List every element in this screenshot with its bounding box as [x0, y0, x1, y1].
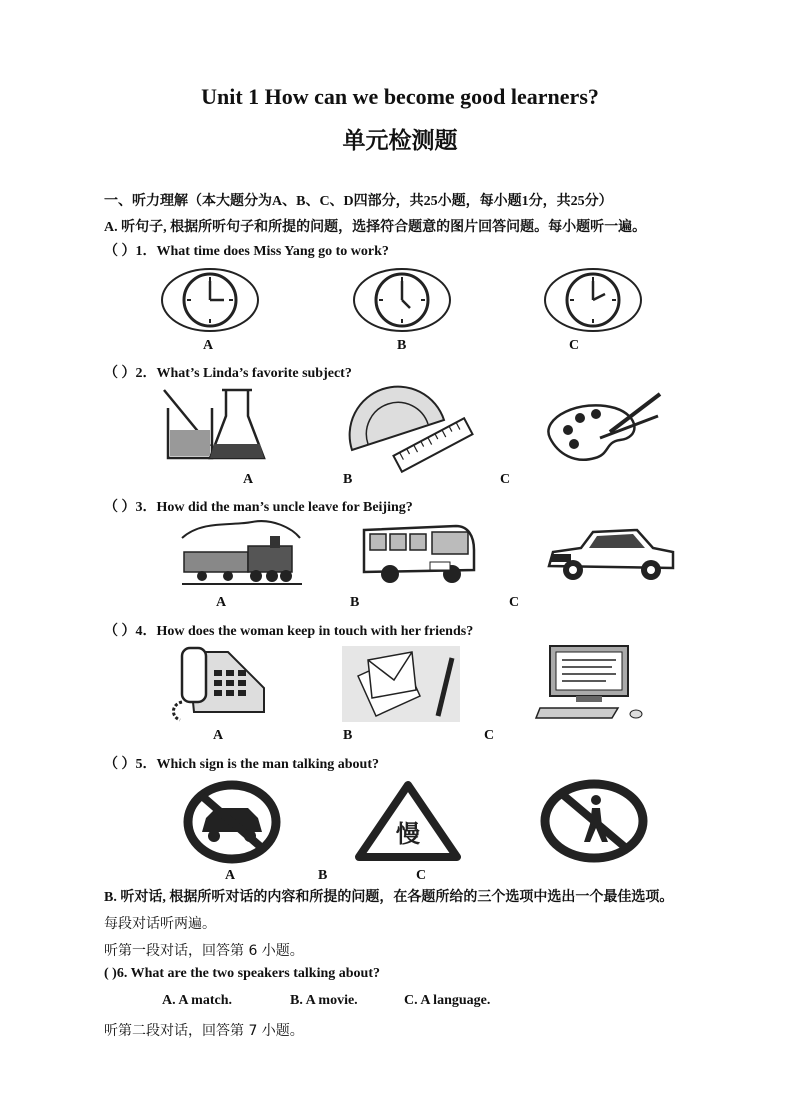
dialog-1-prompt: 听第一段对话，回答第 6 小题。 [104, 943, 304, 959]
part-b-instruction-2: 每段对话听两遍。 [104, 916, 216, 932]
clock-icon [543, 268, 643, 332]
page-subtitle: 单元检测题 [342, 127, 458, 154]
option-label: C [500, 472, 511, 487]
question-6: ( )6. What are the two speakers talking about? [104, 966, 380, 981]
option-label: B [318, 868, 328, 883]
q6-option-b: B. A movie. [290, 993, 358, 1008]
clock-icon [160, 268, 260, 332]
slow-sign-char: 慢 [396, 820, 420, 848]
no-pedestrians-sign-icon [540, 780, 648, 862]
option-label: A [213, 728, 224, 743]
option-label: C [569, 338, 580, 353]
question-2: （ ）2．What’s Linda’s favorite subject? [104, 366, 352, 381]
paint-palette-icon [540, 388, 665, 468]
option-label: B [397, 338, 407, 353]
q6-option-c: C. A language. [404, 993, 491, 1008]
beaker-flask-icon [160, 386, 270, 466]
part-a-instruction: A. 听句子, 根据所听句子和所提的问题，选择符合题意的图片回答问题。每小题听一遍。 [104, 220, 647, 235]
letter-pen-icon [342, 646, 460, 722]
telephone-icon [168, 646, 268, 722]
bus-icon [360, 522, 476, 586]
question-3: （ ）3．How did the man’s uncle leave for Beijing? [104, 500, 413, 515]
computer-icon [536, 644, 648, 722]
question-1: （ ）1．What time does Miss Yang go to work? [104, 244, 389, 259]
section-heading: 一、听力理解（本大题分为A、B、C、D四部分，共25小题，每小题1分，共25分） [104, 194, 613, 209]
slow-sign-icon [356, 782, 460, 860]
option-label: B [343, 728, 353, 743]
option-label: A [216, 595, 227, 610]
car-icon [545, 522, 677, 586]
option-label: B [350, 595, 360, 610]
q6-option-a: A. A match. [162, 993, 232, 1008]
option-label: B [343, 472, 353, 487]
question-4: （ ）4．How does the woman keep in touch with her friends? [104, 624, 474, 639]
question-5: （ ）5．Which sign is the man talking about? [104, 757, 379, 772]
option-label: C [484, 728, 495, 743]
clock-icon [352, 268, 452, 332]
option-label: A [243, 472, 254, 487]
page-title: Unit 1 How can we become good learners? [201, 84, 599, 109]
no-cars-sign-icon [184, 782, 280, 862]
option-label: C [416, 868, 427, 883]
option-label: A [203, 338, 214, 353]
protractor-ruler-icon [348, 390, 473, 468]
part-b-instruction: B. 听对话, 根据所听对话的内容和所提的问题，在各题所给的三个选项中选出一个最佳选项。 [104, 890, 674, 905]
dialog-2-prompt: 听第二段对话，回答第 7 小题。 [104, 1023, 304, 1039]
option-label: C [509, 595, 520, 610]
option-label: A [225, 868, 236, 883]
train-icon [182, 518, 302, 588]
